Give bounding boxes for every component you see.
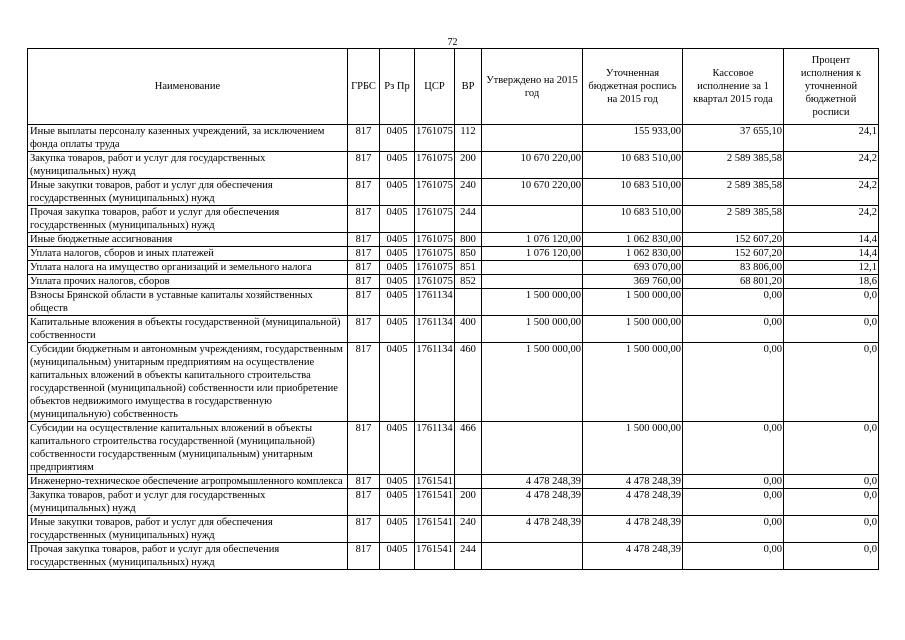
cell-approved — [482, 275, 583, 289]
table-body — [28, 125, 879, 570]
cell-grbs: 817 — [348, 289, 380, 316]
cell-cash: 152 607,20 — [683, 233, 784, 247]
cell-approved: 1 076 120,00 — [482, 233, 583, 247]
cell-name: Инженерно-техническое обеспечение агропромышленного комплекса — [28, 475, 348, 489]
header-name: Наименование — [28, 49, 348, 125]
cell-csr: 1761075 — [416, 276, 453, 287]
cell-approved — [482, 206, 583, 233]
cell-csr: 1761541 — [415, 489, 455, 516]
cell-percent: 18,6 — [784, 275, 879, 289]
cell-grbs: 817 — [348, 179, 380, 206]
cell-cash: 2 589 385,58 — [683, 179, 784, 206]
cell-percent: 0,0 — [784, 543, 879, 570]
cell-refined: 10 683 510,00 — [583, 152, 683, 179]
cell-percent: 0,0 — [784, 422, 879, 475]
cell-csr: 1761075 — [415, 206, 455, 233]
cell-grbs: 817 — [348, 125, 380, 152]
cell-rzpr: 0405 — [380, 233, 415, 247]
cell-csr: 1761541 — [415, 516, 455, 543]
cell-rzpr: 0405 — [380, 125, 415, 152]
cell-csr: 1761541 — [416, 476, 453, 487]
cell-cash: 0,00 — [683, 475, 784, 489]
cell-vr: 400 — [455, 316, 482, 343]
table-row — [28, 516, 879, 543]
cell-refined: 155 933,00 — [583, 125, 683, 152]
cell-cash: 0,00 — [683, 422, 784, 475]
cell-grbs: 817 — [348, 152, 380, 179]
cell-refined: 1 500 000,00 — [583, 343, 683, 422]
cell-refined: 1 500 000,00 — [583, 289, 683, 316]
cell-refined: 369 760,00 — [583, 275, 683, 289]
cell-csr: 1761075 — [415, 179, 455, 206]
header-csr: ЦСР — [415, 49, 455, 125]
cell-percent: 24,1 — [784, 125, 879, 152]
cell-vr — [455, 289, 482, 316]
cell-rzpr: 0405 — [380, 261, 415, 275]
cell-grbs: 817 — [348, 233, 380, 247]
cell-percent: 14,4 — [784, 233, 879, 247]
table-row — [28, 289, 879, 316]
cell-grbs: 817 — [348, 275, 380, 289]
cell-refined: 4 478 248,39 — [583, 475, 683, 489]
cell-percent: 0,0 — [784, 316, 879, 343]
cell-name: Уплата налогов, сборов и иных платежей — [28, 247, 348, 261]
cell-refined: 10 683 510,00 — [583, 206, 683, 233]
cell-vr: 244 — [455, 206, 482, 233]
table-row — [28, 206, 879, 233]
cell-csr: 1761075 — [416, 248, 453, 259]
cell-approved — [482, 261, 583, 275]
cell-percent: 0,0 — [784, 289, 879, 316]
cell-approved: 4 478 248,39 — [482, 475, 583, 489]
cell-refined: 1 062 830,00 — [583, 233, 683, 247]
cell-grbs: 817 — [348, 316, 380, 343]
cell-vr: 112 — [455, 125, 482, 152]
cell-grbs: 817 — [348, 489, 380, 516]
cell-rzpr: 0405 — [380, 422, 415, 475]
cell-approved — [482, 422, 583, 475]
table-row — [28, 233, 879, 247]
cell-rzpr: 0405 — [380, 247, 415, 261]
cell-rzpr: 0405 — [380, 152, 415, 179]
cell-rzpr: 0405 — [380, 543, 415, 570]
header-rzpr: Рз Пр — [380, 49, 415, 125]
table-row — [28, 152, 879, 179]
cell-cash: 2 589 385,58 — [683, 206, 784, 233]
cell-name: Субсидии на осуществление капитальных вложений в объекты капитального строительства государственной (муниципальной) собственности государственным (муниципальным) унитарным предприятиям — [28, 422, 348, 475]
cell-name: Закупка товаров, работ и услуг для государственных (муниципальных) нужд — [28, 489, 348, 516]
cell-percent: 12,1 — [784, 261, 879, 275]
cell-refined: 4 478 248,39 — [583, 516, 683, 543]
cell-rzpr: 0405 — [380, 316, 415, 343]
cell-approved: 1 500 000,00 — [482, 316, 583, 343]
cell-grbs: 817 — [348, 516, 380, 543]
header-row — [28, 49, 879, 125]
cell-cash: 37 655,10 — [683, 125, 784, 152]
cell-cash: 0,00 — [683, 516, 784, 543]
budget-table — [27, 48, 879, 570]
cell-percent: 0,0 — [784, 516, 879, 543]
cell-grbs: 817 — [348, 343, 380, 422]
cell-name: Уплата прочих налогов, сборов — [28, 275, 348, 289]
cell-vr — [455, 475, 482, 489]
table-row — [28, 475, 879, 489]
cell-grbs: 817 — [348, 247, 380, 261]
cell-name: Прочая закупка товаров, работ и услуг для обеспечения государственных (муниципальных) нужд — [28, 543, 348, 570]
table-row — [28, 247, 879, 261]
cell-cash: 2 589 385,58 — [683, 152, 784, 179]
cell-cash: 68 801,20 — [683, 275, 784, 289]
cell-approved — [482, 543, 583, 570]
cell-cash: 0,00 — [683, 289, 784, 316]
header-vr: ВР — [455, 49, 482, 125]
cell-vr: 850 — [455, 247, 482, 261]
cell-percent: 0,0 — [784, 475, 879, 489]
cell-name: Уплата налога на имущество организаций и земельного налога — [28, 261, 348, 275]
cell-refined: 4 478 248,39 — [583, 489, 683, 516]
cell-refined: 1 500 000,00 — [583, 316, 683, 343]
cell-name: Взносы Брянской области в уставные капиталы хозяйственных обществ — [28, 289, 348, 316]
cell-approved: 4 478 248,39 — [482, 489, 583, 516]
cell-approved: 10 670 220,00 — [482, 179, 583, 206]
cell-percent: 0,0 — [784, 343, 879, 422]
cell-csr: 1761134 — [415, 422, 455, 475]
cell-vr: 800 — [455, 233, 482, 247]
cell-csr: 1761541 — [415, 543, 455, 570]
cell-approved: 1 076 120,00 — [482, 247, 583, 261]
cell-cash: 152 607,20 — [683, 247, 784, 261]
cell-percent: 24,2 — [784, 206, 879, 233]
cell-vr: 460 — [455, 343, 482, 422]
cell-vr: 200 — [455, 152, 482, 179]
cell-refined: 10 683 510,00 — [583, 179, 683, 206]
cell-refined: 693 070,00 — [583, 261, 683, 275]
table-row — [28, 489, 879, 516]
cell-rzpr: 0405 — [380, 489, 415, 516]
table-row — [28, 275, 879, 289]
cell-name: Закупка товаров, работ и услуг для государственных (муниципальных) нужд — [28, 152, 348, 179]
table-row — [28, 179, 879, 206]
cell-percent: 24,2 — [784, 152, 879, 179]
cell-cash: 83 806,00 — [683, 261, 784, 275]
cell-name: Иные бюджетные ассигнования — [28, 233, 348, 247]
cell-approved: 1 500 000,00 — [482, 343, 583, 422]
cell-vr: 466 — [455, 422, 482, 475]
header-percent: Процент исполнения к уточненной бюджетной росписи — [784, 49, 879, 125]
cell-csr: 1761075 — [416, 234, 453, 245]
cell-grbs: 817 — [348, 543, 380, 570]
cell-vr: 851 — [455, 261, 482, 275]
table-row — [28, 125, 879, 152]
cell-name: Прочая закупка товаров, работ и услуг для обеспечения государственных (муниципальных) нужд — [28, 206, 348, 233]
cell-rzpr: 0405 — [380, 516, 415, 543]
cell-name: Капитальные вложения в объекты государственной (муниципальной) собственности — [28, 316, 348, 343]
cell-csr: 1761134 — [415, 316, 455, 343]
header-cash: Кассовое исполнение за 1 квартал 2015 года — [683, 49, 784, 125]
cell-vr: 200 — [455, 489, 482, 516]
table-row — [28, 261, 879, 275]
cell-cash: 0,00 — [683, 316, 784, 343]
page-number: 72 — [447, 37, 458, 48]
cell-percent: 24,2 — [784, 179, 879, 206]
cell-approved: 10 670 220,00 — [482, 152, 583, 179]
cell-rzpr: 0405 — [380, 179, 415, 206]
cell-csr: 1761075 — [415, 125, 455, 152]
cell-name: Иные закупки товаров, работ и услуг для обеспечения государственных (муниципальных) нужд — [28, 179, 348, 206]
table-row — [28, 316, 879, 343]
cell-csr: 1761134 — [415, 343, 455, 422]
cell-rzpr: 0405 — [380, 343, 415, 422]
cell-grbs: 817 — [348, 422, 380, 475]
cell-percent: 14,4 — [784, 247, 879, 261]
cell-name: Субсидии бюджетным и автономным учреждениям, государственным (муниципальным) унитарным предприятиям на осуществление капитальных вложений в объекты капитального строительства государственной (муниципальной) собственности или приобретение объектов недвижимого имущества в государственную (муниципальную) собственность — [28, 343, 348, 422]
cell-approved: 4 478 248,39 — [482, 516, 583, 543]
cell-name: Иные закупки товаров, работ и услуг для обеспечения государственных (муниципальных) нужд — [28, 516, 348, 543]
cell-cash: 0,00 — [683, 343, 784, 422]
cell-refined: 1 500 000,00 — [583, 422, 683, 475]
cell-rzpr: 0405 — [380, 289, 415, 316]
header-refined: Уточненная бюджетная роспись на 2015 год — [583, 49, 683, 125]
cell-csr: 1761075 — [416, 262, 453, 273]
cell-vr: 240 — [455, 179, 482, 206]
cell-csr: 1761134 — [415, 289, 455, 316]
cell-grbs: 817 — [348, 475, 380, 489]
header-grbs: ГРБС — [348, 49, 380, 125]
cell-percent: 0,0 — [784, 489, 879, 516]
cell-csr: 1761075 — [415, 152, 455, 179]
cell-rzpr: 0405 — [380, 475, 415, 489]
header-approved: Утверждено на 2015 год — [482, 49, 583, 125]
cell-vr: 244 — [455, 543, 482, 570]
cell-vr: 240 — [455, 516, 482, 543]
cell-rzpr: 0405 — [380, 206, 415, 233]
cell-rzpr: 0405 — [380, 275, 415, 289]
cell-grbs: 817 — [348, 261, 380, 275]
table-row — [28, 543, 879, 570]
cell-approved: 1 500 000,00 — [482, 289, 583, 316]
cell-grbs: 817 — [348, 206, 380, 233]
cell-cash: 0,00 — [683, 543, 784, 570]
table-row — [28, 343, 879, 422]
table-row — [28, 422, 879, 475]
cell-approved — [482, 125, 583, 152]
cell-refined: 1 062 830,00 — [583, 247, 683, 261]
cell-name: Иные выплаты персоналу казенных учреждений, за исключением фонда оплаты труда — [28, 125, 348, 152]
table-header — [28, 49, 879, 125]
cell-cash: 0,00 — [683, 489, 784, 516]
cell-refined: 4 478 248,39 — [583, 543, 683, 570]
cell-vr: 852 — [455, 275, 482, 289]
